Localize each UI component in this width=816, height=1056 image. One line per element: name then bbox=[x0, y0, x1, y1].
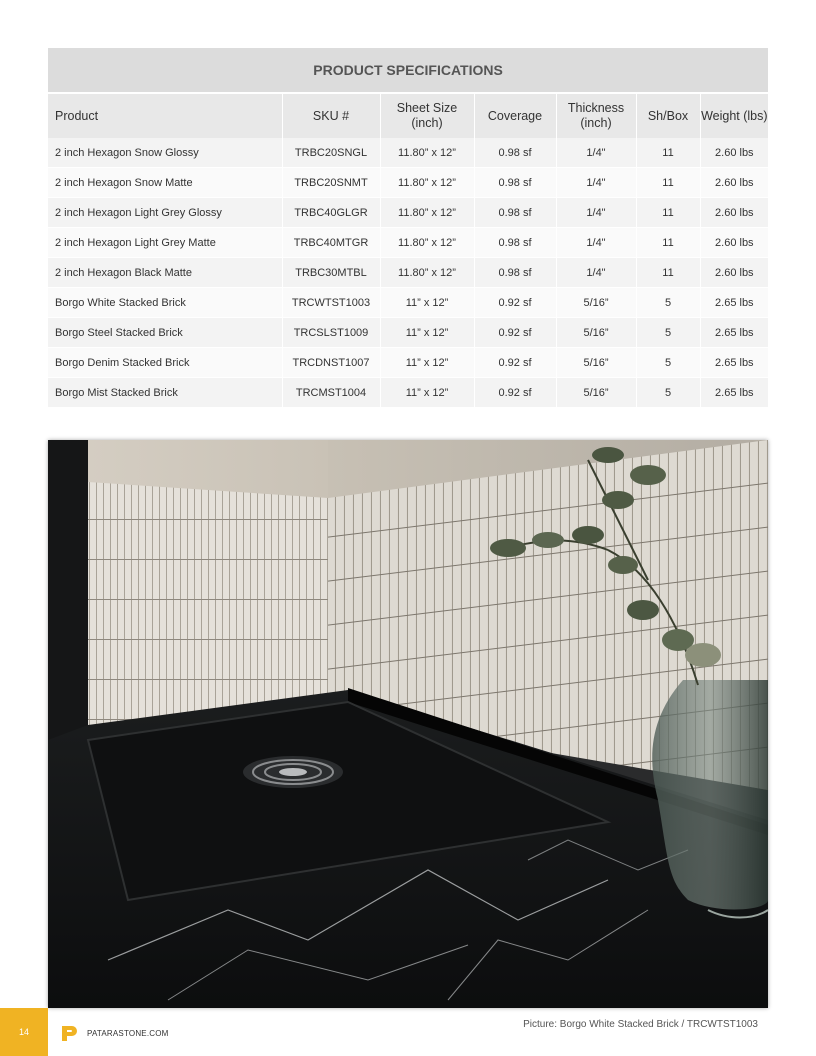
table-cell: 1/4" bbox=[556, 138, 636, 168]
table-cell: 11.80” x 12” bbox=[380, 228, 474, 258]
table-cell: TRBC20SNMT bbox=[282, 168, 380, 198]
table-cell: 11.80” x 12” bbox=[380, 258, 474, 288]
table-cell: 5/16” bbox=[556, 378, 636, 408]
column-header: Weight (lbs) bbox=[700, 93, 768, 138]
table-cell: 11 bbox=[636, 138, 700, 168]
table-cell: 0.98 sf bbox=[474, 258, 556, 288]
column-header: Thickness (inch) bbox=[556, 93, 636, 138]
table-cell: 11 bbox=[636, 198, 700, 228]
table-cell: 2 inch Hexagon Light Grey Matte bbox=[48, 228, 282, 258]
table-cell: 11.80” x 12” bbox=[380, 168, 474, 198]
product-specifications-table bbox=[48, 48, 768, 408]
column-header: Coverage bbox=[474, 93, 556, 138]
table-row bbox=[48, 348, 768, 378]
table-cell: 0.92 sf bbox=[474, 348, 556, 378]
product-photo bbox=[48, 440, 768, 1008]
table-cell: 11” x 12” bbox=[380, 348, 474, 378]
table-row bbox=[48, 378, 768, 408]
table-cell: 11” x 12” bbox=[380, 288, 474, 318]
table-cell: Borgo Mist Stacked Brick bbox=[48, 378, 282, 408]
table-cell: TRBC20SNGL bbox=[282, 138, 380, 168]
table-cell: TRBC30MTBL bbox=[282, 258, 380, 288]
table-cell: 0.92 sf bbox=[474, 288, 556, 318]
table-row bbox=[48, 168, 768, 198]
table-cell: 5 bbox=[636, 378, 700, 408]
table-cell: 2.65 lbs bbox=[700, 288, 768, 318]
table-row bbox=[48, 228, 768, 258]
table-row bbox=[48, 138, 768, 168]
table-row bbox=[48, 258, 768, 288]
table-cell: TRCSLST1009 bbox=[282, 318, 380, 348]
table-cell: 2.60 lbs bbox=[700, 168, 768, 198]
table-row bbox=[48, 198, 768, 228]
table-cell: 1/4" bbox=[556, 228, 636, 258]
table-cell: 2 inch Hexagon Snow Glossy bbox=[48, 138, 282, 168]
table-cell: 11.80” x 12” bbox=[380, 138, 474, 168]
table-cell: 1/4" bbox=[556, 258, 636, 288]
table-cell: 2.60 lbs bbox=[700, 228, 768, 258]
table-cell: 2.65 lbs bbox=[700, 378, 768, 408]
table-cell: 5 bbox=[636, 318, 700, 348]
table-cell: 0.98 sf bbox=[474, 138, 556, 168]
table-cell: Borgo Steel Stacked Brick bbox=[48, 318, 282, 348]
column-header: Sh/Box bbox=[636, 93, 700, 138]
table-cell: 11 bbox=[636, 258, 700, 288]
website-link[interactable]: PATARASTONE.COM bbox=[87, 1029, 169, 1038]
table-cell: Borgo White Stacked Brick bbox=[48, 288, 282, 318]
table-cell: 0.98 sf bbox=[474, 228, 556, 258]
table-cell: 2 inch Hexagon Light Grey Glossy bbox=[48, 198, 282, 228]
table-row bbox=[48, 288, 768, 318]
table-cell: 0.98 sf bbox=[474, 168, 556, 198]
table-cell: 5 bbox=[636, 288, 700, 318]
column-header: Product bbox=[48, 93, 282, 138]
table-cell: TRCMST1004 bbox=[282, 378, 380, 408]
table-cell: 1/4" bbox=[556, 198, 636, 228]
table-cell: TRCDNST1007 bbox=[282, 348, 380, 378]
table-cell: 2 inch Hexagon Snow Matte bbox=[48, 168, 282, 198]
table-cell: 5/16” bbox=[556, 288, 636, 318]
table-cell: 11” x 12” bbox=[380, 318, 474, 348]
table-cell: 2 inch Hexagon Black Matte bbox=[48, 258, 282, 288]
table-cell: 11 bbox=[636, 168, 700, 198]
table-cell: 2.60 lbs bbox=[700, 138, 768, 168]
table-cell: 2.60 lbs bbox=[700, 198, 768, 228]
table-cell: 0.98 sf bbox=[474, 198, 556, 228]
table-cell: TRBC40GLGR bbox=[282, 198, 380, 228]
table-cell: 0.92 sf bbox=[474, 318, 556, 348]
table-row bbox=[48, 318, 768, 348]
table-cell: TRBC40MTGR bbox=[282, 228, 380, 258]
page-number: 14 bbox=[18, 1027, 29, 1037]
table-cell: 11.80” x 12” bbox=[380, 198, 474, 228]
page-number-tab bbox=[0, 1008, 48, 1056]
column-header: SKU # bbox=[282, 93, 380, 138]
table-cell: 5/16” bbox=[556, 348, 636, 378]
table-cell: 5/16” bbox=[556, 318, 636, 348]
table-cell: 5 bbox=[636, 348, 700, 378]
table-cell: 2.60 lbs bbox=[700, 258, 768, 288]
photo-caption: Picture: Borgo White Stacked Brick / TRCWTST1003 bbox=[523, 1019, 758, 1030]
table-cell: 1/4" bbox=[556, 168, 636, 198]
column-header: Sheet Size (inch) bbox=[380, 93, 474, 138]
table-cell: 11” x 12” bbox=[380, 378, 474, 408]
patara-logo-icon bbox=[60, 1024, 78, 1042]
table-title: PRODUCT SPECIFICATIONS bbox=[48, 48, 768, 93]
table-cell: 2.65 lbs bbox=[700, 318, 768, 348]
table-cell: Borgo Denim Stacked Brick bbox=[48, 348, 282, 378]
table-cell: TRCWTST1003 bbox=[282, 288, 380, 318]
table-cell: 0.92 sf bbox=[474, 378, 556, 408]
table-cell: 11 bbox=[636, 228, 700, 258]
table-cell: 2.65 lbs bbox=[700, 348, 768, 378]
